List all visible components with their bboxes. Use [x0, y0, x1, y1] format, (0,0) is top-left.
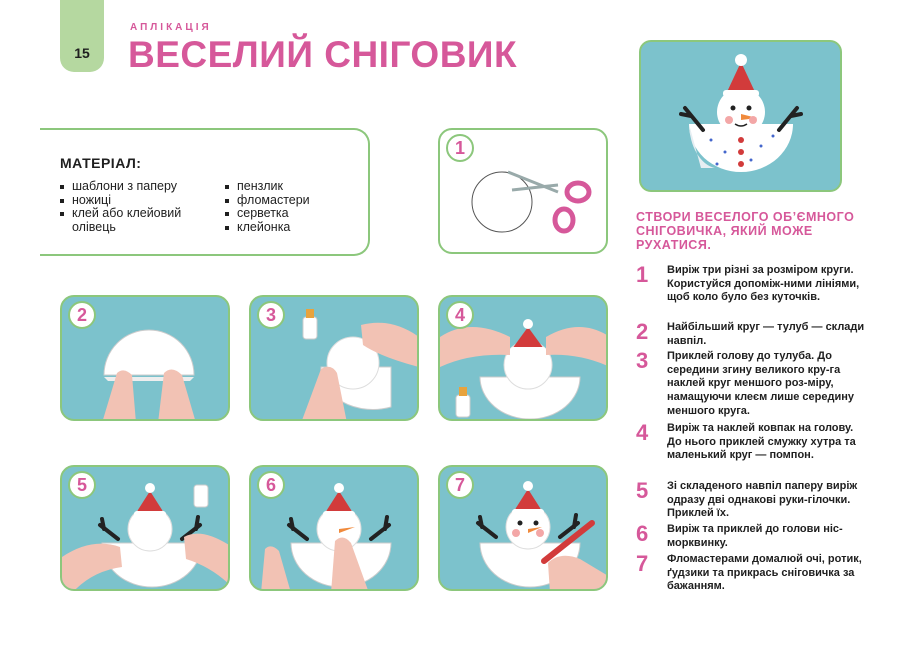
- santa-hat-icon: [727, 62, 755, 92]
- material-item: пензлик: [225, 180, 355, 194]
- material-item: клей або клейовий олівець: [60, 207, 225, 234]
- finished-snowman-panel: [639, 40, 842, 192]
- snowman-illustration: [641, 42, 842, 192]
- step-2-panel: [60, 295, 230, 421]
- instruction-item: [636, 523, 866, 550]
- step-4-panel: [438, 295, 608, 421]
- instruction-number: 2: [636, 319, 649, 344]
- material-item: шаблони з паперу: [60, 180, 225, 194]
- santa-hat-icon: [510, 319, 546, 353]
- material-item: фломастери: [225, 194, 355, 208]
- step-number: 7: [446, 471, 474, 499]
- step-7-panel: [438, 465, 608, 591]
- step-1-panel: [438, 128, 608, 254]
- glue-icon: [194, 485, 208, 507]
- page-number: 15: [74, 45, 90, 61]
- instruction-item: [636, 350, 866, 419]
- instruction-item: [636, 480, 866, 521]
- instruction-text: Найбільший круг — тулуб — склади навпіл.: [667, 321, 865, 347]
- section-label: АПЛІКАЦІЯ: [130, 22, 212, 33]
- instruction-number: 1: [636, 262, 649, 287]
- instruction-item: [636, 553, 866, 594]
- material-item: серветка: [225, 207, 355, 221]
- step-3-panel: [249, 295, 419, 421]
- instruction-item: [636, 264, 866, 305]
- step-number: 2: [68, 301, 96, 329]
- instruction-number: 5: [636, 478, 649, 503]
- step-5-panel: [60, 465, 230, 591]
- instruction-text: Фломастерами домалюй очі, ротик, ґудзики та прикрась сніговичка за бажанням.: [667, 553, 862, 593]
- step-number: 3: [257, 301, 285, 329]
- glue-icon: [303, 309, 317, 339]
- subtitle: СТВОРИ ВЕСЕЛОГО ОБ’ЄМНОГО СНІГОВИЧКА, ЯКИЙ МОЖЕ РУХАТИСЯ.: [636, 210, 855, 252]
- instruction-item: [636, 422, 866, 463]
- instruction-text: Виріж та наклей ковпак на голову. До нього приклей смужку хутра та маленький круг — помпон.: [667, 422, 856, 462]
- instruction-number: 7: [636, 551, 649, 576]
- instruction-text: Виріж три різні за розміром круги. Користуйся допоміж-ними лініями, щоб коло було без куточків.: [667, 264, 860, 304]
- instruction-text: Приклей голову до тулуба. До середини згину великого кру-га наклей круг меншого роз-міру, намащуючи клеєм лише середину меншого круга.: [667, 350, 854, 417]
- instruction-text: Виріж та приклей до голови ніс-морквинку.: [667, 523, 843, 549]
- step-number: 4: [446, 301, 474, 329]
- instruction-number: 6: [636, 521, 649, 546]
- instruction-item: [636, 321, 866, 348]
- instruction-number: 3: [636, 348, 649, 373]
- materials-title: МАТЕРІАЛ:: [60, 155, 142, 171]
- step-number: 5: [68, 471, 96, 499]
- instruction-text: Зі складеного навпіл паперу виріж одразу дві однакові руки-гілочки. Приклей їх.: [667, 480, 858, 520]
- materials-list-2: [225, 180, 355, 234]
- materials-list-1: [60, 180, 225, 234]
- page-title: ВЕСЕЛИЙ СНІГОВИК: [128, 34, 518, 75]
- material-item: ножиці: [60, 194, 225, 208]
- step-number: 6: [257, 471, 285, 499]
- step-number: 1: [446, 134, 474, 162]
- page-number-tab: [60, 0, 104, 72]
- glue-icon: [456, 387, 470, 417]
- step-6-panel: [249, 465, 419, 591]
- material-item: клейонка: [225, 221, 355, 235]
- instruction-number: 4: [636, 420, 649, 445]
